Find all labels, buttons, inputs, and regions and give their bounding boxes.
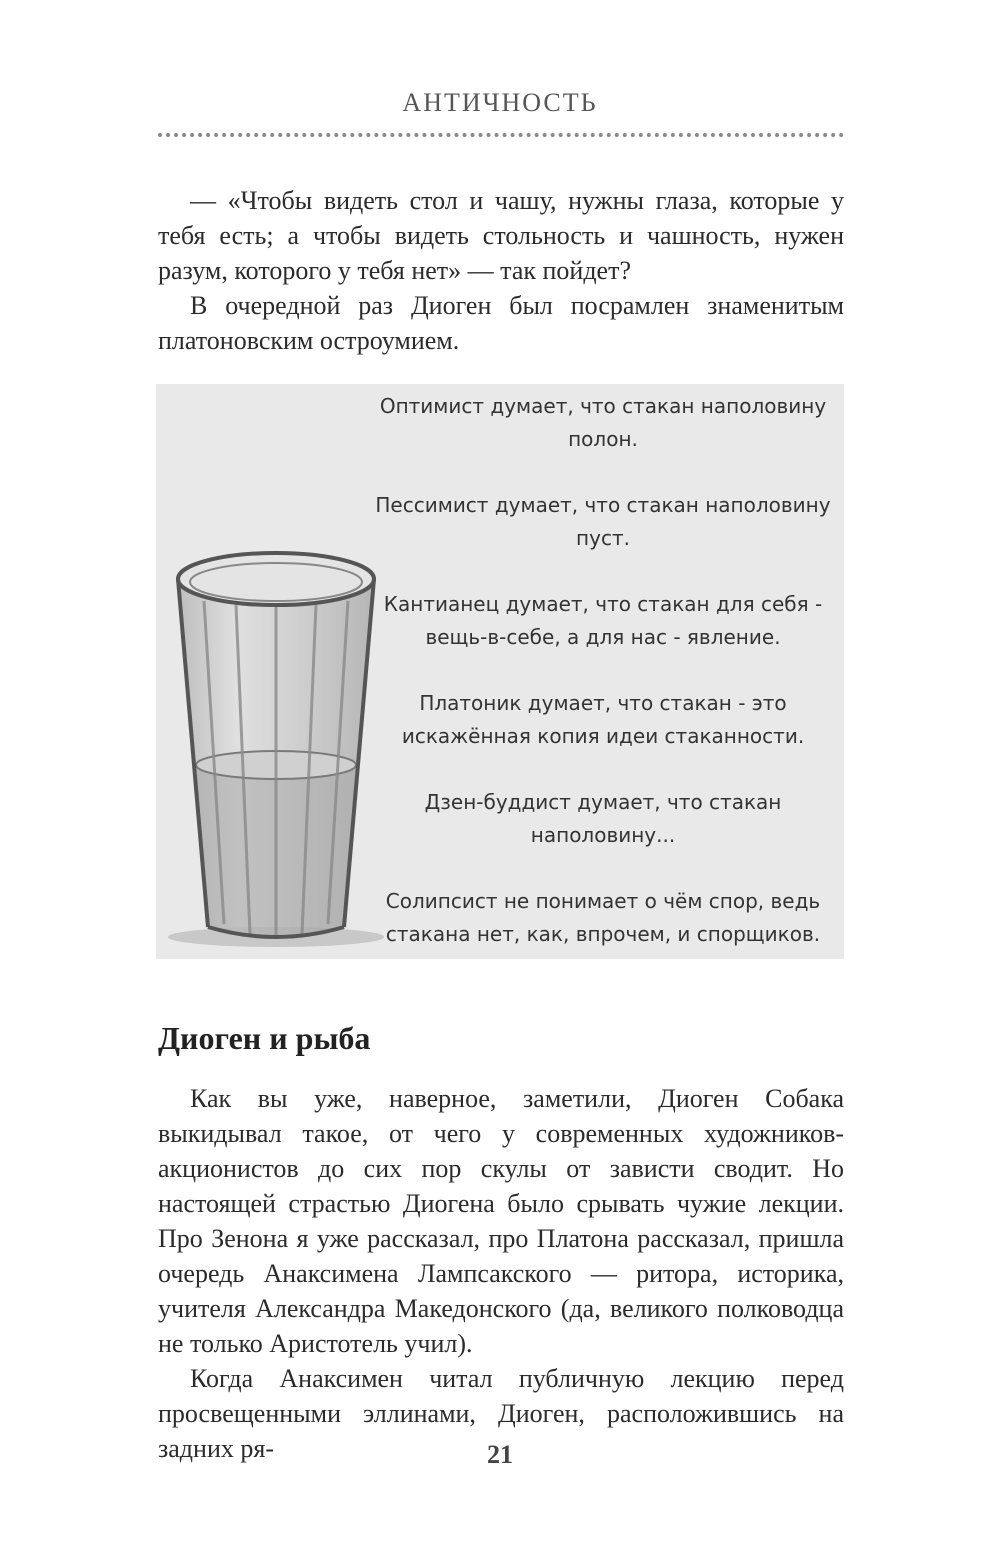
paragraph: В очередной раз Диоген был посрамлен знаменитым платоновским остроумием. (158, 291, 844, 355)
quote-kantian: Кантианец думает, что стакан для себя - вещь-в-себе, а для нас - явление. (383, 592, 823, 649)
paragraph: Как вы уже, наверное, заметили, Диоген Собака выкидывал такое, от чего у современных художников-акционистов до сих пор скулы от зависти сводит. Но настоящей страстью Диогена было срывать чужие лекции. Про Зенона я уже рассказал, про Платона рассказал, пришла очередь Анаксимена Лампсакского — ритора, историка, учителя Александра Македонского (да, великого полководца не только Аристотель учил). (158, 1084, 844, 1358)
paragraph: — «Чтобы видеть стол и чашу, нужны глаза, которые у тебя есть; а чтобы видеть стольность и чашность, нужен разум, которого у тебя нет» — так пойдет? (158, 186, 844, 285)
quote-solipsist: Солипсист не понимает о чём спор, ведь стакана нет, как, впрочем, и спорщиков. (385, 889, 821, 946)
philosophers-quotes (368, 390, 838, 984)
page-number: 21 (487, 1440, 513, 1469)
quote-pessimist: Пессимист думает, что стакан наполовину пуст. (375, 493, 831, 550)
paragraph: Когда Анаксимен читал публичную лекцию перед просвещенными эллинами, Диоген, расположившись на задних ря- (158, 1364, 844, 1463)
glass-illustration (156, 384, 844, 959)
intro-text (158, 183, 844, 358)
quote-zen-buddhist: Дзен-буддист думает, что стакан наполовину... (424, 790, 782, 847)
section-heading: Диоген и рыба (158, 1020, 371, 1056)
running-title: АНТИЧНОСТЬ (402, 88, 598, 117)
glass-half-full-icon (166, 549, 386, 949)
quote-platonist: Платоник думает, что стакан - это искажённая копия идеи стаканности. (401, 691, 805, 748)
section-text (158, 1081, 844, 1466)
quote-optimist: Оптимист думает, что стакан наполовину полон. (379, 394, 827, 451)
header-divider (158, 133, 844, 137)
